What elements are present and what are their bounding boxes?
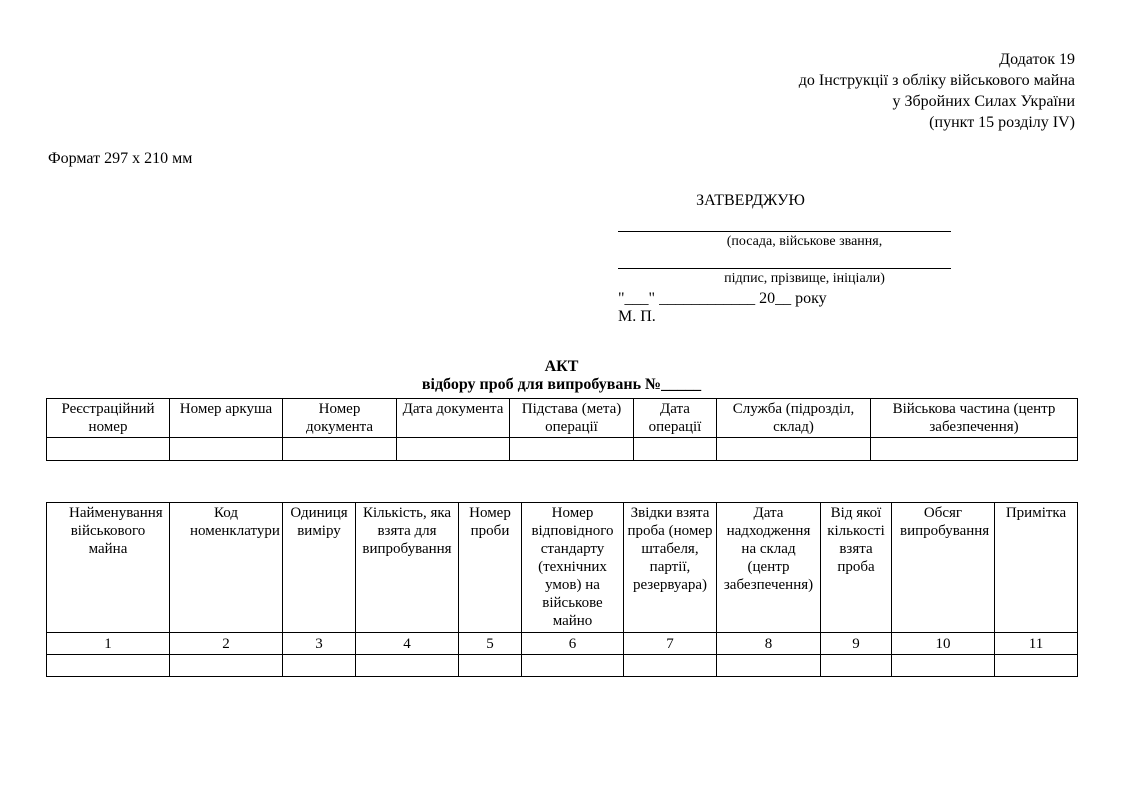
table-cell[interactable] bbox=[634, 438, 717, 461]
approval-title-row bbox=[618, 192, 951, 214]
signature-caption-2: підпис, прізвище, ініціали) bbox=[724, 271, 885, 286]
table-cell[interactable] bbox=[459, 655, 522, 677]
header-cell: Військова частина (центр забезпечення) bbox=[871, 399, 1078, 438]
column-number: 6 bbox=[522, 633, 624, 655]
header-cell: Дата документа bbox=[397, 399, 510, 438]
table-cell[interactable] bbox=[47, 438, 170, 461]
table-cell[interactable] bbox=[170, 655, 283, 677]
act-subtitle: відбору проб для випробувань №_____ bbox=[421, 376, 702, 393]
column-number: 3 bbox=[283, 633, 356, 655]
header-cell: Номер документа bbox=[283, 399, 397, 438]
approval-date-line: "___" ____________ 20__ року bbox=[618, 290, 827, 307]
header-cell: Одиниця виміру bbox=[283, 503, 356, 633]
document-info-table bbox=[46, 398, 1078, 461]
table-cell[interactable] bbox=[995, 655, 1078, 677]
header-cell: Кількість, яка взята для випробування bbox=[356, 503, 459, 633]
column-number: 7 bbox=[624, 633, 717, 655]
table-cell[interactable] bbox=[356, 655, 459, 677]
column-number: 8 bbox=[717, 633, 821, 655]
column-number: 5 bbox=[459, 633, 522, 655]
table-cell[interactable] bbox=[397, 438, 510, 461]
header-cell: Звідки взята проба (номер штабеля, партії, резервуара) bbox=[624, 503, 717, 633]
samples-table bbox=[46, 502, 1078, 677]
table-cell[interactable] bbox=[624, 655, 717, 677]
stamp-label: М. П. bbox=[618, 308, 656, 325]
table-header-row bbox=[47, 399, 1078, 438]
header-cell: Підстава (мета) операції bbox=[510, 399, 634, 438]
column-number-row bbox=[47, 633, 1078, 655]
table-cell[interactable] bbox=[510, 438, 634, 461]
table-cell[interactable] bbox=[821, 655, 892, 677]
addendum-line: Додаток 19 bbox=[999, 51, 1075, 68]
table-cell[interactable] bbox=[170, 438, 283, 461]
header-cell: Номер проби bbox=[459, 503, 522, 633]
column-number: 2 bbox=[170, 633, 283, 655]
header-cell: Код номенклатури bbox=[170, 503, 283, 633]
signature-line bbox=[618, 250, 951, 269]
act-title: АКТ bbox=[544, 358, 579, 375]
header-cell: Дата надходження на склад (центр забезпечення) bbox=[717, 503, 821, 633]
table-cell[interactable] bbox=[283, 438, 397, 461]
approval-title: ЗАТВЕРДЖУЮ bbox=[696, 192, 805, 209]
act-heading bbox=[0, 358, 1123, 394]
header-cell: Номер відповідного стандарту (технічних умов) на військове майно bbox=[522, 503, 624, 633]
table-cell[interactable] bbox=[283, 655, 356, 677]
header-cell: Обсяг випробування bbox=[892, 503, 995, 633]
header-cell: Найменування військового майна bbox=[47, 503, 170, 633]
addendum-line: у Збройних Силах України bbox=[892, 93, 1075, 110]
addendum-line: до Інструкції з обліку військового майна bbox=[798, 72, 1075, 89]
column-number: 9 bbox=[821, 633, 892, 655]
approval-block bbox=[618, 192, 951, 326]
table-cell[interactable] bbox=[871, 438, 1078, 461]
header-cell: Номер аркуша bbox=[170, 399, 283, 438]
header-cell: Від якої кількості взята проба bbox=[821, 503, 892, 633]
column-number: 10 bbox=[892, 633, 995, 655]
header-cell: Служба (підрозділ, склад) bbox=[717, 399, 871, 438]
table-row bbox=[47, 438, 1078, 461]
addendum-block bbox=[799, 49, 1075, 133]
table-row bbox=[47, 655, 1078, 677]
table-cell[interactable] bbox=[717, 655, 821, 677]
signature-line bbox=[618, 214, 951, 232]
column-number: 1 bbox=[47, 633, 170, 655]
header-cell: Примітка bbox=[995, 503, 1078, 633]
format-label: Формат 297 х 210 мм bbox=[48, 150, 193, 167]
column-number: 11 bbox=[995, 633, 1078, 655]
addendum-line: (пункт 15 розділу IV) bbox=[929, 114, 1075, 131]
table-header-row bbox=[47, 503, 1078, 633]
header-cell: Реєстраційний номер bbox=[47, 399, 170, 438]
table-cell[interactable] bbox=[47, 655, 170, 677]
column-number: 4 bbox=[356, 633, 459, 655]
table-cell[interactable] bbox=[717, 438, 871, 461]
header-cell: Дата операції bbox=[634, 399, 717, 438]
signature-caption-1: (посада, військове звання, bbox=[726, 234, 883, 249]
table-cell[interactable] bbox=[522, 655, 624, 677]
table-cell[interactable] bbox=[892, 655, 995, 677]
